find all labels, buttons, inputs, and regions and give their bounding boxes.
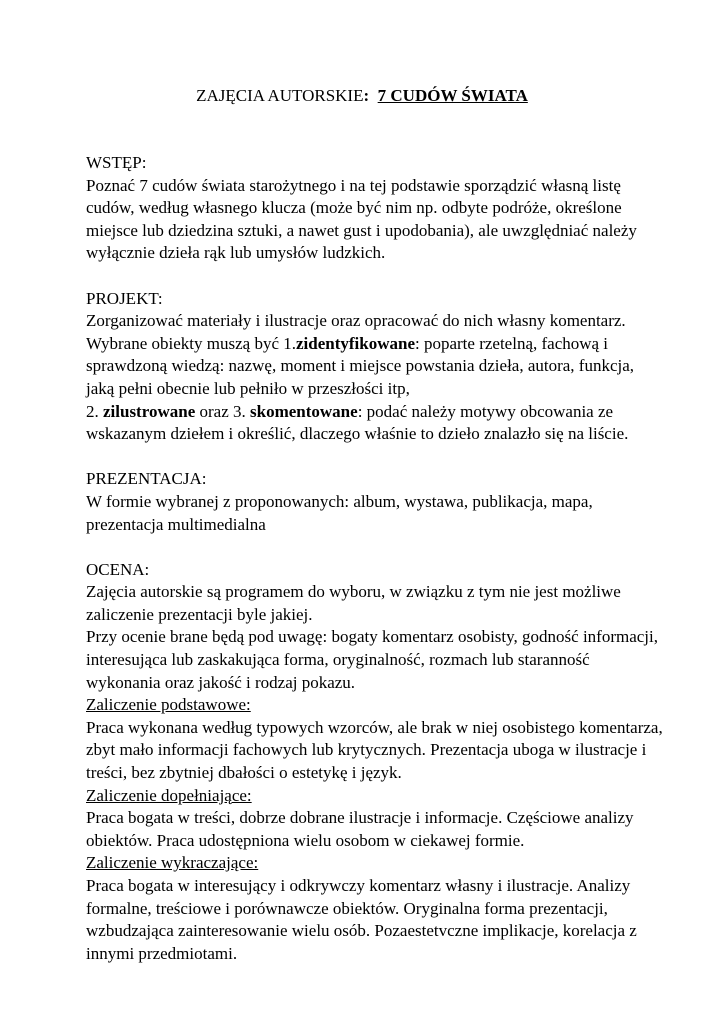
projekt-line1: Zorganizować materiały i ilustracje oraz opracować do nich własny komentarz. (86, 311, 626, 331)
wstep-text: Poznać 7 cudów świata starożytnego i na tej podstawie sporządzić własną listę cudów, według własnego klucza (może być nim np. odbyte podróże, określone miejsce lub dziedzina sztuki, a nawet gust i upodobania), ale uwzględniać należy wyłącznie dzieła rąk lub umysłów ludzkich. (86, 175, 637, 263)
document-title (0, 85, 724, 107)
projekt-requirements (86, 333, 666, 401)
projekt-part-e: : podać należy motywy obcowania ze wskazanym dziełem i określić, dlaczego właśnie to dzieło znalazło się na liście. (86, 401, 629, 444)
projekt-bold-1: zidentyfikowane (296, 333, 415, 353)
projekt-part-b: : poparte rzetelną, fachową i sprawdzoną wiedzą: nazwę, moment i miejsce powstania dzieła, autora, funkcja, jaką pełni obecnie lub pełniło w przeszłości itp, (86, 333, 635, 398)
podstawowe-text: Praca wykonana według typowych wzorców, ale brak w niej osobistego komentarza, zbyt mało informacji fachowych lub krytycznych. Prezentacja uboga w ilustracje i treści, bez zbytniej dbałości o estetykę i język. (86, 717, 663, 783)
ocena-heading: OCENA: (86, 559, 150, 579)
document-body (86, 152, 666, 965)
projekt-heading: PROJEKT: (86, 288, 163, 308)
projekt-bold-2: zilustrowane (103, 401, 196, 421)
wstep-heading: WSTĘP: (86, 153, 147, 172)
ocena-text2: Przy ocenie brane będą pod uwagę: bogaty komentarz osobisty, godność informacji, interesująca lub zaskakująca forma, oryginalność, rozmach lub staranność wykonania oraz jakość i rodzaj pokazu. (86, 627, 659, 692)
projekt-part-a: Wybrane obiekty muszą być 1. (86, 333, 296, 353)
prezentacja-text: W formie wybranej z proponowanych: album, wystawa, publikacja, mapa, prezentacja multimedialna (86, 491, 593, 534)
spacer (86, 265, 666, 288)
dopelniajace-text: Praca bogata w treści, dobrze dobrane ilustracje i informacje. Częściowe analizy obiektów. Praca udostępniona wielu osobom w ciekawej formie. (86, 808, 634, 850)
projekt-part-c: 2. (86, 401, 103, 421)
podstawowe-heading: Zaliczenie podstawowe: (86, 695, 251, 715)
projekt-bold-3: skomentowane (250, 401, 358, 421)
title-prefix: ZAJĘCIA AUTORSKIE (196, 86, 364, 105)
wykraczajace-text: Praca bogata w interesujący i odkrywczy komentarz własny i ilustracje. Analizy formalne, treściowe i porównawcze obiektów. Oryginalna forma prezentacji, wzbudzająca zainteresowanie wielu osób. Pozaestetvczne implikacje, korelacja z innymi przedmiotami. (86, 876, 637, 963)
wykraczajace-heading: Zaliczenie wykraczające: (86, 853, 259, 873)
dopelniajace-heading: Zaliczenie dopełniające: (86, 785, 252, 805)
spacer (86, 536, 666, 559)
prezentacja-heading: PREZENTACJA: (86, 469, 207, 489)
title-main: 7 CUDÓW ŚWIATA (377, 86, 528, 105)
projekt-requirements-2 (86, 401, 666, 446)
ocena-text1: Zajęcia autorskie są programem do wyboru, w związku z tym nie jest możliwe zaliczenie prezentacji byle jakiej. (86, 582, 621, 624)
spacer (86, 446, 666, 469)
title-colon: : (363, 86, 370, 105)
projekt-part-d: oraz 3. (195, 401, 251, 421)
